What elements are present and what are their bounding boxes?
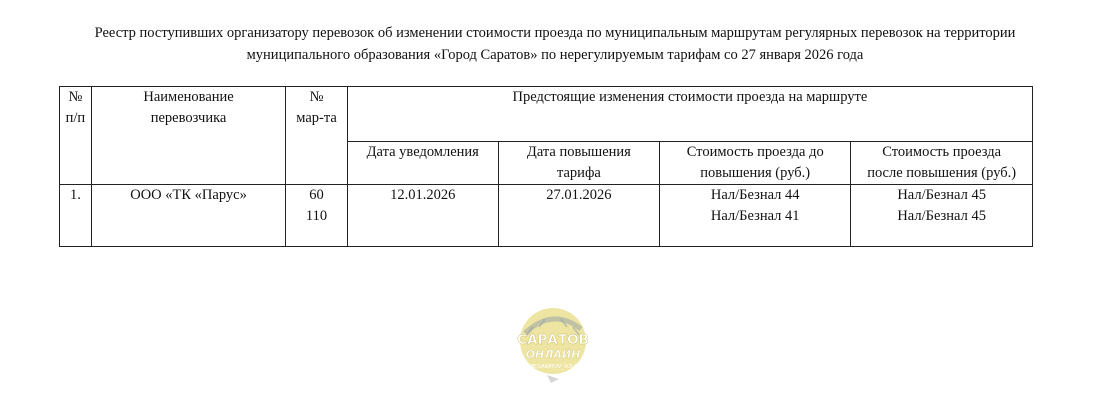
cell-carrier: ООО «ТК «Парус»: [91, 185, 285, 247]
header-num: № п/п: [60, 87, 92, 185]
header-group: Предстоящие изменения стоимости проезда на маршруте: [347, 87, 1032, 142]
header-increase-date: Дата повышения тарифа: [498, 142, 659, 185]
document-title: [20, 22, 1090, 66]
watermark-text-1: САРАТОВ: [517, 332, 589, 348]
header-price-before: Стоимость проезда до повышения (руб.): [660, 142, 851, 185]
header-carrier: Наименование перевозчика: [91, 87, 285, 185]
watermark-text-3: T.ME/SARATOV_VOLGA: [524, 364, 582, 370]
title-line-1: Реестр поступивших организатору перевозок об изменении стоимости проезда по муниципальным маршрутам регулярных перевозок на территории: [94, 25, 1016, 41]
header-row-top: [60, 87, 1033, 142]
cell-increase-date: 27.01.2026: [498, 185, 659, 247]
header-price-after: Стоимость проезда после повышения (руб.): [851, 142, 1033, 185]
header-notice-date: Дата уведомления: [347, 142, 498, 185]
table-row: [60, 185, 1033, 247]
watermark-text-2: ОНЛАЙН: [525, 348, 581, 361]
watermark-logo: [505, 305, 601, 387]
cell-num: 1.: [60, 185, 92, 247]
cell-notice-date: 12.01.2026: [347, 185, 498, 247]
cell-price-after: Нал/Безнал 45 Нал/Безнал 45: [851, 185, 1033, 247]
telegram-icon: [547, 375, 559, 383]
header-route: № мар-та: [286, 87, 348, 185]
cell-price-before: Нал/Безнал 44 Нал/Безнал 41: [660, 185, 851, 247]
title-line-2: муниципального образования «Город Саратов» по нерегулируемым тарифам со 27 января 2026 года: [246, 47, 864, 63]
register-table: [59, 86, 1033, 247]
cell-routes: 60 110: [286, 185, 348, 247]
